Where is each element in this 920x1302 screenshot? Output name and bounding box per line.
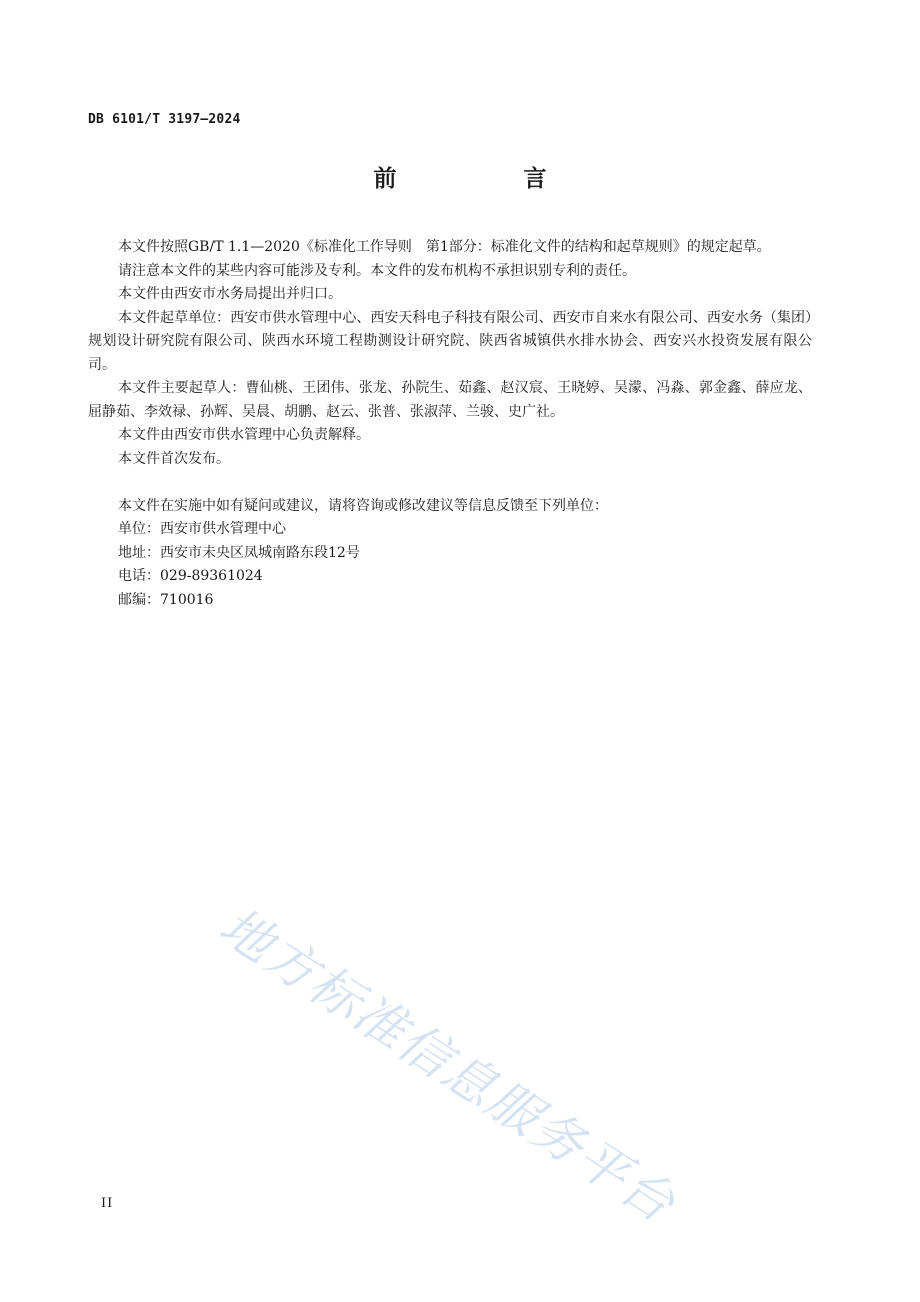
contact-address: 地址：西安市未央区凤城南路东段12号	[118, 544, 360, 561]
paragraph-drafting-rules: 本文件按照GB/T 1.1—2020《标准化工作导则 第1部分：标准化文件的结构和起草规则》的规定起草。	[118, 239, 771, 255]
foreword-body	[88, 236, 812, 612]
contact-unit: 单位：西安市供水管理中心	[118, 521, 286, 537]
paragraph-first-release: 本文件首次发布。	[118, 450, 230, 467]
contact-postcode: 邮编：710016	[118, 591, 214, 608]
page-number: II	[101, 1196, 114, 1211]
document-code: DB 6101/T 3197—2024	[88, 112, 241, 127]
watermark: 地方标准信息服务平台	[208, 896, 686, 1236]
paragraph-patent-notice: 请注意本文件的某些内容可能涉及专利。本文件的发布机构不承担识别专利的责任。	[118, 262, 636, 279]
contact-intro: 本文件在实施中如有疑问或建议，请将咨询或修改建议等信息反馈至下列单位：	[118, 497, 608, 514]
paragraph-drafting-units: 本文件起草单位：西安市供水管理中心、西安天科电子科技有限公司、西安市自来水有限公司、西安水务（集团）规划设计研究院有限公司、陕西水环境工程勘测设计研究院、陕西省城镇供水排水协会、西安兴水投资发展有限公司。	[88, 309, 812, 373]
paragraph-interpretation: 本文件由西安市供水管理中心负责解释。	[118, 427, 370, 443]
page-title: 前 言	[373, 166, 599, 192]
contact-phone: 电话：029-89361024	[118, 568, 263, 584]
paragraph-proposer: 本文件由西安市水务局提出并归口。	[118, 286, 342, 302]
paragraph-drafters: 本文件主要起草人：曹仙桃、王团伟、张龙、孙院生、茹鑫、赵汉宸、王晓婷、吴濛、冯淼、郭金鑫、薛应龙、屈静茹、李效禄、孙辉、吴晨、胡鹏、赵云、张普、张淑萍、兰骏、史广社。	[88, 380, 812, 420]
paragraph-gap	[88, 471, 812, 495]
